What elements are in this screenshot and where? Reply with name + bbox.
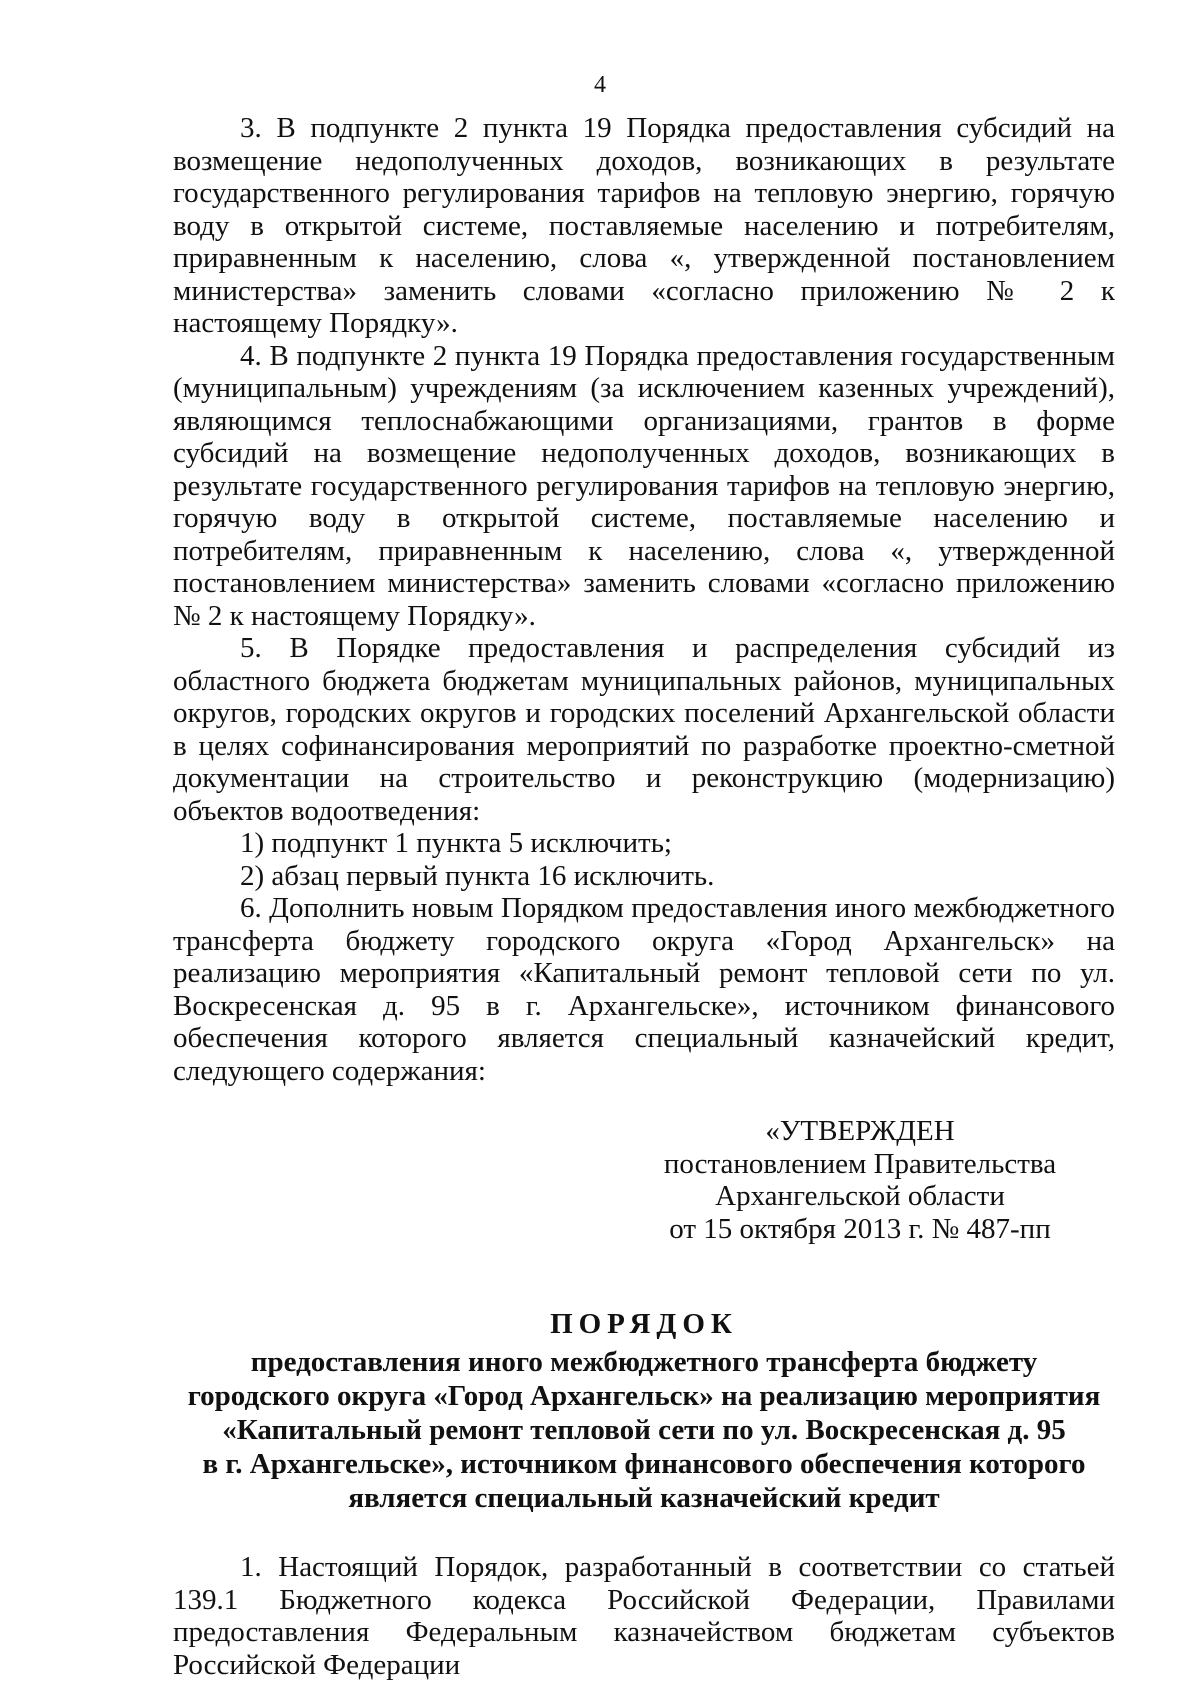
- paragraph-final: 1. Настоящий Порядок, разработанный в соответствии со статьей 139.1 Бюджетного кодекса Российской Федерации, Правилами предоставления Федеральным казначейством бюджетам субъектов Российской Федерации: [173, 1551, 1115, 1681]
- paragraph-6: 6. Дополнить новым Порядком предоставления иного межбюджетного трансферта бюджету городского округа «Город Архангельск» на реализацию мероприятия «Капитальный ремонт тепловой сети по ул. Воскресенская д. 95 в г. Архангельске», источником финансового обеспечения которого является специальный казначейский кредит, следующего содержания:: [173, 892, 1115, 1087]
- document-title: ПОРЯДОК: [550, 1308, 738, 1340]
- page-number: 4: [594, 72, 606, 98]
- list-item-1: 1) подпункт 1 пункта 5 исключить;: [240, 827, 672, 859]
- subtitle-line: городского округа «Город Архангельск» на реализацию мероприятия: [187, 1380, 1101, 1412]
- subtitle-line: предоставления иного межбюджетного трансферта бюджету: [250, 1346, 1038, 1378]
- list-item-2: 2) абзац первый пункта 16 исключить.: [240, 859, 715, 892]
- subtitle-line: является специальный казначейский кредит: [348, 1482, 940, 1514]
- subtitle-line: в г. Архангельске», источником финансового обеспечения которого: [202, 1448, 1086, 1480]
- document-body: [173, 112, 1115, 1681]
- paragraph-3: 3. В подпункте 2 пункта 19 Порядка предоставления субсидий на возмещение недополученных доходов, возникающих в результате государственного регулирования тарифов на тепловую энергию, горячую воду в открытой системе, поставляемые населению и потребителям, приравненным к населению, слова «, утвержденной постановлением министерства» заменить словами «согласно приложению № 2 к настоящему Порядку».: [173, 112, 1115, 339]
- approval-line-4: от 15 октября 2013 г. № 487-пп: [669, 1212, 1051, 1245]
- subtitle-line: «Капитальный ремонт тепловой сети по ул. Воскресенская д. 95: [222, 1414, 1066, 1446]
- approval-stamp: [625, 1115, 1095, 1245]
- document-subtitle: [173, 1345, 1115, 1515]
- approval-line-1: «УТВЕРЖДЕН: [765, 1115, 955, 1147]
- approval-line-2: постановлением Правительства: [663, 1147, 1057, 1180]
- approval-line-3: Архангельской области: [715, 1180, 1005, 1212]
- paragraph-4: 4. В подпункте 2 пункта 19 Порядка предоставления государственным (муниципальным) учреждениям (за исключением казенных учреждений), являющимся теплоснабжающими организациями, грантов в форме субсидий на возмещение недополученных доходов, возникающих в результате государственного регулирования тарифов на тепловую энергию, горячую воду в открытой системе, поставляемые населению и потребителям, приравненным к населению, слова «, утвержденной постановлением министерства» заменить словами «согласно приложению № 2 к настоящему Порядку».: [173, 339, 1115, 632]
- paragraph-5: 5. В Порядке предоставления и распределения субсидий из областного бюджета бюджетам муниципальных районов, муниципальных округов, городских округов и городских поселений Архангельской области в целях софинансирования мероприятий по разработке проектно-сметной документации на строительство и реконструкцию (модернизацию) объектов водоотведения:: [173, 632, 1115, 827]
